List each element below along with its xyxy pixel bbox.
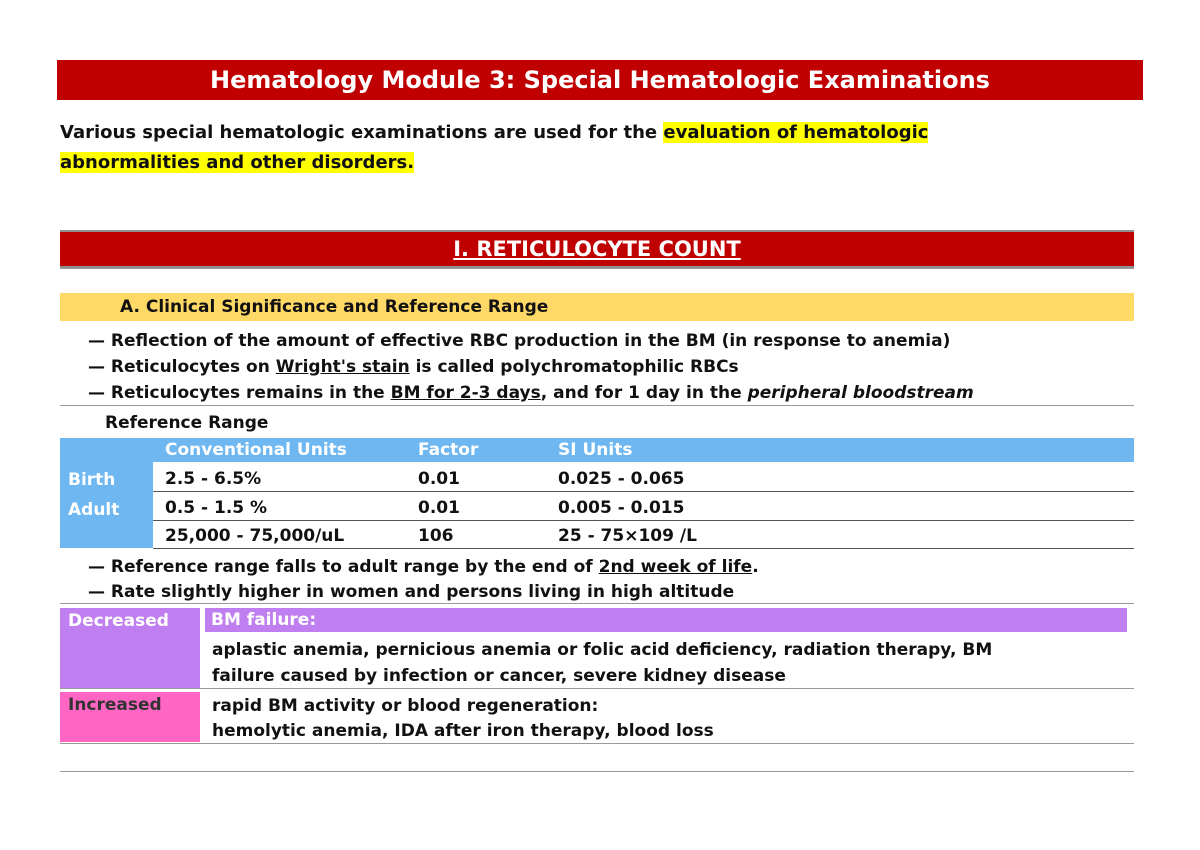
cell: 0.01: [418, 469, 460, 489]
intro-text: Various special hematologic examinations are used for the: [60, 122, 664, 143]
bullet-text: Reticulocytes remains in the: [110, 383, 391, 403]
bullet-text: is called polychromatophilic RBCs: [409, 357, 739, 377]
cell: 0.005 - 0.015: [558, 498, 685, 518]
intro-paragraph: [60, 118, 1060, 178]
bullet-item: [88, 329, 950, 353]
increased-line-2: hemolytic anemia, IDA after iron therapy, blood loss: [212, 721, 714, 741]
decreased-title-bar: [205, 608, 1127, 632]
cell: 2.5 - 6.5%: [165, 469, 262, 489]
bullet-underlined: BM for 2-3 days: [390, 383, 541, 403]
bullet-dash: —: [88, 331, 105, 351]
divider: [60, 405, 1134, 406]
table-row-divider: [153, 520, 1134, 521]
bullet-text: , and for 1 day in the: [540, 383, 748, 403]
decreased-label-cell: [60, 608, 200, 688]
row-label-adult: Adult: [68, 500, 120, 520]
decreased-label: Decreased: [68, 611, 169, 631]
divider: [60, 743, 1134, 744]
cell: 0.025 - 0.065: [558, 469, 685, 489]
subsection-heading: [60, 293, 1134, 321]
intro-highlight-2: abnormalities and other disorders.: [60, 152, 415, 173]
cell: 25 - 75×109 /L: [558, 526, 697, 546]
subsection-title: A. Clinical Significance and Reference Range: [120, 297, 549, 317]
divider: [60, 771, 1134, 772]
cell: 25,000 - 75,000/uL: [165, 526, 345, 546]
decreased-line-1: aplastic anemia, pernicious anemia or folic acid deficiency, radiation therapy, BM: [212, 640, 993, 660]
divider: [60, 603, 1134, 604]
row-label-birth: Birth: [68, 470, 116, 490]
document-title: Hematology Module 3: Special Hematologic Examinations: [57, 60, 1143, 100]
increased-label: Increased: [68, 695, 162, 715]
bullet-text: Reference range falls to adult range by the end of: [110, 557, 599, 577]
bullet-item: [88, 555, 759, 579]
bullet-text: Reticulocytes on: [110, 357, 276, 377]
bullet-dash: —: [88, 357, 105, 377]
bullet-underlined: Wright's stain: [275, 357, 410, 377]
decreased-line-2: failure caused by infection or cancer, severe kidney disease: [212, 666, 786, 686]
increased-line-1: rapid BM activity or blood regeneration:: [212, 696, 599, 716]
header-si: SI Units: [558, 440, 633, 460]
section-heading: [60, 230, 1134, 268]
bullet-item: [88, 355, 739, 379]
header-conventional: Conventional Units: [165, 440, 347, 460]
bullet-italic: peripheral bloodstream: [747, 383, 974, 403]
section-title: I. RETICULOCYTE COUNT: [453, 237, 741, 261]
bullet-dash: —: [88, 557, 105, 577]
bullet-text: Reflection of the amount of effective RBC production in the BM (in response to anemia): [110, 331, 951, 351]
cell: 106: [418, 526, 454, 546]
bullet-dash: —: [88, 383, 105, 403]
divider: [60, 268, 1134, 269]
increased-label-cell: [60, 692, 200, 742]
bullet-text: Rate slightly higher in women and persons living in high altitude: [110, 582, 735, 602]
header-factor: Factor: [418, 440, 479, 460]
divider: [60, 688, 1134, 689]
reference-range-title: Reference Range: [105, 413, 269, 433]
bullet-item: [88, 580, 734, 604]
bullet-text: .: [752, 557, 759, 577]
intro-highlight-1: evaluation of hematologic: [663, 122, 929, 143]
bullet-dash: —: [88, 582, 105, 602]
table-row-divider: [153, 548, 1134, 549]
table-row-divider: [153, 491, 1134, 492]
bullet-item: [88, 381, 974, 405]
cell: 0.5 - 1.5 %: [165, 498, 268, 518]
decreased-title: BM failure:: [211, 610, 317, 630]
cell: 0.01: [418, 498, 460, 518]
bullet-underlined: 2nd week of life: [598, 557, 753, 577]
